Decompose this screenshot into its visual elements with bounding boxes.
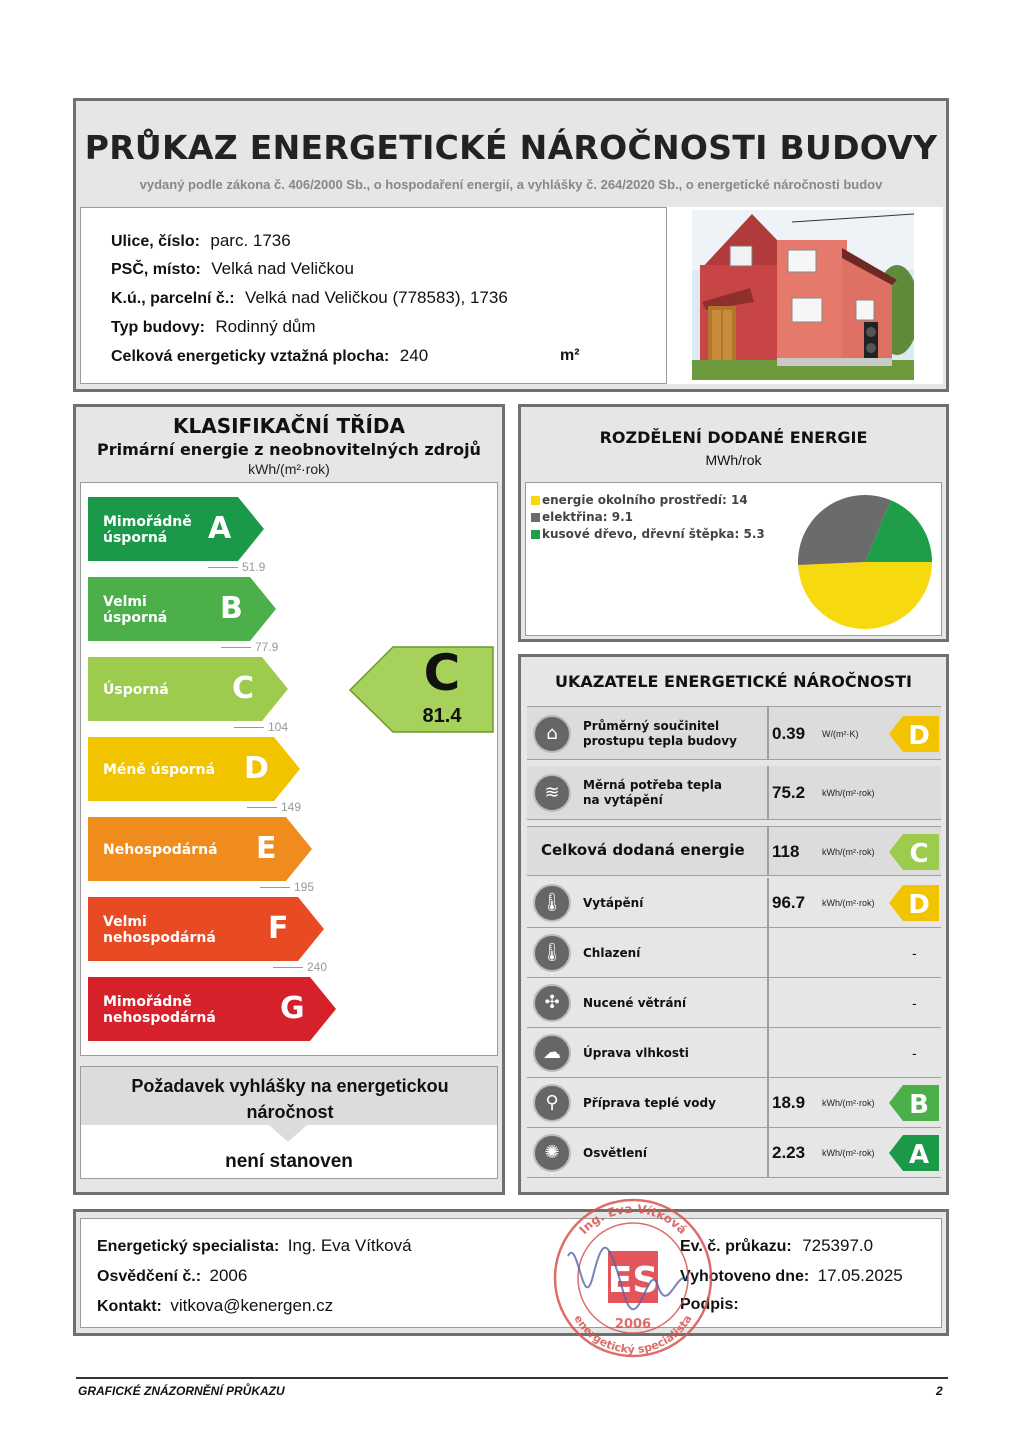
document-title: PRŮKAZ ENERGETICKÉ NÁROČNOSTI BUDOVY	[84, 128, 938, 167]
result-value: 81.4	[422, 705, 462, 727]
class-band-f-letter: F	[268, 911, 289, 946]
indicator-row	[527, 766, 941, 820]
class-band-b	[88, 577, 276, 641]
class-band-a	[88, 497, 264, 561]
legend-label: energie okolního prostředí: 14	[542, 493, 748, 507]
date-value: 17.05.2025	[817, 1266, 903, 1285]
stamp-number: 2006	[614, 1317, 652, 1332]
class-limit-value: 77.9	[255, 640, 279, 654]
area-row	[111, 346, 428, 366]
sign-label: Podpis:	[680, 1296, 739, 1313]
class-band-g-letter: G	[280, 991, 305, 1026]
heating-thermometer-icon: 🌡	[533, 884, 571, 922]
indicator-separator	[767, 928, 769, 977]
class-band-c	[88, 657, 288, 721]
class-band-b-letter: B	[220, 591, 243, 626]
indicator-name	[583, 719, 737, 749]
indicator-name-line: Měrná potřeba tepla	[583, 778, 722, 792]
heat-demand-icon: ≋	[533, 774, 571, 812]
indicator-class-letter: A	[908, 1140, 930, 1170]
indicator-name: Úprava vlhkosti	[583, 1045, 689, 1060]
svg-text:Ing. Eva Vítková	[576, 1202, 689, 1237]
indicator-unit: kWh/(m²·rok)	[822, 847, 875, 857]
class-band-f-label	[103, 914, 216, 946]
ku-label: K.ú., parcelní č.:	[111, 290, 235, 307]
indicator-name: Chlazení	[583, 945, 641, 960]
house-icon: ⌂	[533, 715, 571, 753]
building-photo	[692, 210, 914, 380]
indicator-unit: kWh/(m²·rok)	[822, 898, 875, 908]
class-band-g-label	[103, 994, 216, 1026]
class-limit-label	[234, 720, 288, 734]
specialist-contact-email[interactable]: vitkova@kenergen.cz	[170, 1296, 334, 1315]
limit-arrow-icon	[273, 967, 303, 968]
limit-arrow-icon	[221, 647, 251, 648]
street-label: Ulice, číslo:	[111, 233, 200, 250]
class-band-a-letter: A	[208, 511, 232, 546]
area-label: Celková energeticky vztažná plocha:	[111, 348, 390, 365]
indicator-name-line: Průměrný součinitel	[583, 719, 720, 733]
fan-icon: ✣	[533, 984, 571, 1022]
stamp-bottom-text: energetický specialista	[571, 1312, 695, 1357]
ev-value: 725397.0	[802, 1236, 874, 1255]
indicator-value: 2.23	[772, 1143, 806, 1162]
indicator-row	[527, 706, 941, 760]
energy-pie-chart	[794, 491, 936, 633]
pie-slice	[798, 562, 932, 629]
document-subtitle: vydaný podle zákona č. 406/2000 Sb., o hospodaření energií, a vyhlášky č. 264/2020 Sb., o energetické náročnosti budov	[139, 177, 883, 192]
class-band-label-line: nehospodárná	[103, 930, 216, 946]
type-label: Typ budovy:	[111, 319, 205, 336]
indicator-separator	[767, 978, 769, 1027]
specialist-stamp	[548, 1196, 718, 1361]
class-band-c-letter: C	[232, 671, 255, 706]
indicator-value: 96.7	[772, 893, 806, 912]
class-band-label-line: Velmi	[103, 594, 147, 610]
humidity-icon: ☁	[533, 1034, 571, 1072]
svg-text:ES: ES	[607, 1260, 659, 1301]
type-value: Rodinný dům	[215, 317, 316, 336]
class-band-d-letter: D	[244, 751, 269, 786]
indicator-name: Nucené větrání	[583, 995, 687, 1010]
footer-page-number: 2	[936, 1384, 943, 1398]
energy-split-title: ROZDĚLENÍ DODANÉ ENERGIE	[599, 428, 868, 447]
classification-title: KLASIFIKAČNÍ TŘÍDA	[172, 414, 406, 438]
requirement-value: není stanoven	[225, 1151, 353, 1172]
indicator-class-badge	[889, 885, 939, 921]
indicator-separator	[767, 1028, 769, 1077]
class-limit-value: 51.9	[242, 560, 266, 574]
specialist-cert-label: Osvědčení č.:	[97, 1268, 202, 1285]
indicator-separator	[767, 1078, 769, 1127]
indicator-row	[527, 1028, 941, 1078]
energy-legend-item	[531, 527, 765, 541]
requirement-pointer	[268, 1124, 308, 1142]
psc-value: Velká nad Veličkou	[211, 259, 354, 278]
class-band-label-line: úsporná	[103, 610, 168, 626]
indicator-value: 118	[772, 842, 800, 861]
indicator-separator	[767, 878, 769, 927]
limit-arrow-icon	[247, 807, 277, 808]
indicator-row	[527, 826, 941, 876]
classification-unit: kWh/(m²·rok)	[248, 461, 330, 477]
class-band-e-label: Nehospodárná	[103, 842, 218, 858]
psc-row	[111, 259, 354, 279]
indicator-value: 75.2	[772, 783, 806, 802]
indicator-separator	[767, 1128, 769, 1177]
street-value: parc. 1736	[210, 231, 291, 250]
area-value: 240	[399, 346, 429, 365]
class-limit-value: 104	[268, 720, 289, 734]
class-band-c-label: Úsporná	[103, 682, 169, 698]
class-limit-value: 149	[281, 800, 302, 814]
indicator-separator	[767, 766, 769, 819]
specialist-contact-label: Kontakt:	[97, 1298, 162, 1315]
indicator-name: Osvětlení	[583, 1145, 647, 1160]
legend-swatch	[531, 530, 540, 539]
indicator-separator	[767, 827, 769, 875]
result-letter: C	[423, 644, 461, 702]
class-band-d	[88, 737, 300, 801]
class-limit-label	[221, 640, 278, 654]
class-band-f	[88, 897, 324, 961]
indicator-value: 18.9	[772, 1093, 806, 1112]
indicator-class-letter: B	[909, 1090, 929, 1120]
indicator-row	[527, 878, 941, 928]
light-bulb-icon: ✺	[533, 1134, 571, 1172]
indicator-row	[527, 978, 941, 1028]
indicator-name-line: prostupu tepla budovy	[583, 734, 737, 748]
indicator-class-badge	[889, 834, 939, 870]
cooling-thermometer-icon: 🌡	[533, 934, 571, 972]
class-limit-label	[208, 560, 265, 574]
class-band-label-line: Velmi	[103, 914, 147, 930]
class-limit-label	[247, 800, 301, 814]
indicator-class-letter: D	[908, 721, 930, 751]
ku-value: Velká nad Veličkou (778583), 1736	[245, 288, 508, 307]
indicator-value: 0.39	[772, 724, 806, 743]
requirement-title: Požadavek vyhlášky na energetickou náročnost	[131, 1076, 449, 1122]
street-row	[111, 231, 291, 251]
class-band-d-label: Méně úsporná	[103, 762, 216, 778]
class-band-e-letter: E	[256, 831, 277, 866]
type-row	[111, 317, 316, 337]
class-band-e	[88, 817, 312, 881]
indicator-name	[583, 778, 722, 808]
specialist-name-row	[97, 1236, 412, 1256]
footer-left-text: GRAFICKÉ ZNÁZORNĚNÍ PRŮKAZU	[78, 1384, 285, 1398]
indicator-unit: W/(m²·K)	[822, 729, 859, 739]
ku-row	[111, 288, 508, 308]
legend-label: elektřina: 9.1	[542, 510, 634, 524]
indicator-value: -	[912, 1045, 917, 1061]
indicator-name: Vytápění	[583, 895, 644, 910]
indicator-class-badge	[889, 1135, 939, 1171]
class-band-b-label	[103, 594, 167, 626]
indicator-class-badge	[889, 1085, 939, 1121]
specialist-contact-row	[97, 1296, 333, 1316]
limit-arrow-icon	[208, 567, 238, 568]
area-unit: m²	[560, 347, 580, 364]
legend-label: kusové dřevo, dřevní štěpka: 5.3	[542, 527, 765, 541]
psc-label: PSČ, místo:	[111, 261, 201, 278]
indicator-unit: kWh/(m²·rok)	[822, 788, 875, 798]
indicator-class-letter: D	[908, 890, 930, 920]
class-limit-label	[260, 880, 314, 894]
legend-swatch	[531, 513, 540, 522]
water-tap-icon: ⚲	[533, 1084, 571, 1122]
specialist-name-label: Energetický specialista:	[97, 1238, 280, 1255]
indicator-unit: kWh/(m²·rok)	[822, 1098, 875, 1108]
limit-arrow-icon	[260, 887, 290, 888]
indicator-row	[527, 1128, 941, 1178]
classification-subtitle: Primární energie z neobnovitelných zdrojů	[97, 440, 481, 459]
indicator-name: Celková dodaná energie	[541, 841, 745, 859]
class-band-label-line: Mimořádně	[103, 514, 192, 530]
indicator-separator	[767, 707, 769, 759]
indicators-title: UKAZATELE ENERGETICKÉ NÁROČNOSTI	[554, 672, 912, 691]
specialist-name-value: Ing. Eva Vítková	[287, 1236, 412, 1255]
specialist-cert-value: 2006	[209, 1266, 248, 1285]
indicator-class-letter: C	[909, 839, 929, 869]
class-limit-value: 240	[307, 960, 328, 974]
legend-swatch	[531, 496, 540, 505]
class-band-g	[88, 977, 336, 1041]
energy-legend-item	[531, 493, 748, 507]
date-label: Vyhotoveno dne:	[680, 1268, 810, 1285]
stamp-top-text: Ing. Eva Vítková	[576, 1201, 690, 1237]
energy-split-unit: MWh/rok	[705, 452, 762, 468]
class-band-label-line: nehospodárná	[103, 1010, 216, 1026]
class-band-label-line: úsporná	[103, 530, 168, 546]
indicator-row	[527, 928, 941, 978]
indicator-name-line: na vytápění	[583, 793, 663, 807]
class-band-a-label	[103, 514, 192, 546]
ev-label: Ev. č. průkazu:	[680, 1238, 792, 1255]
class-limit-label	[273, 960, 327, 974]
class-limit-value: 195	[294, 880, 315, 894]
indicator-class-badge	[889, 716, 939, 752]
indicator-value: -	[912, 995, 917, 1011]
specialist-cert-row	[97, 1266, 247, 1286]
energy-legend-item	[531, 510, 633, 524]
limit-arrow-icon	[234, 727, 264, 728]
indicator-row	[527, 1078, 941, 1128]
indicator-unit: kWh/(m²·rok)	[822, 1148, 875, 1158]
indicator-value: -	[912, 945, 917, 961]
footer-rule	[76, 1377, 948, 1379]
class-band-label-line: Mimořádně	[103, 994, 192, 1010]
indicator-name: Příprava teplé vody	[583, 1095, 716, 1110]
